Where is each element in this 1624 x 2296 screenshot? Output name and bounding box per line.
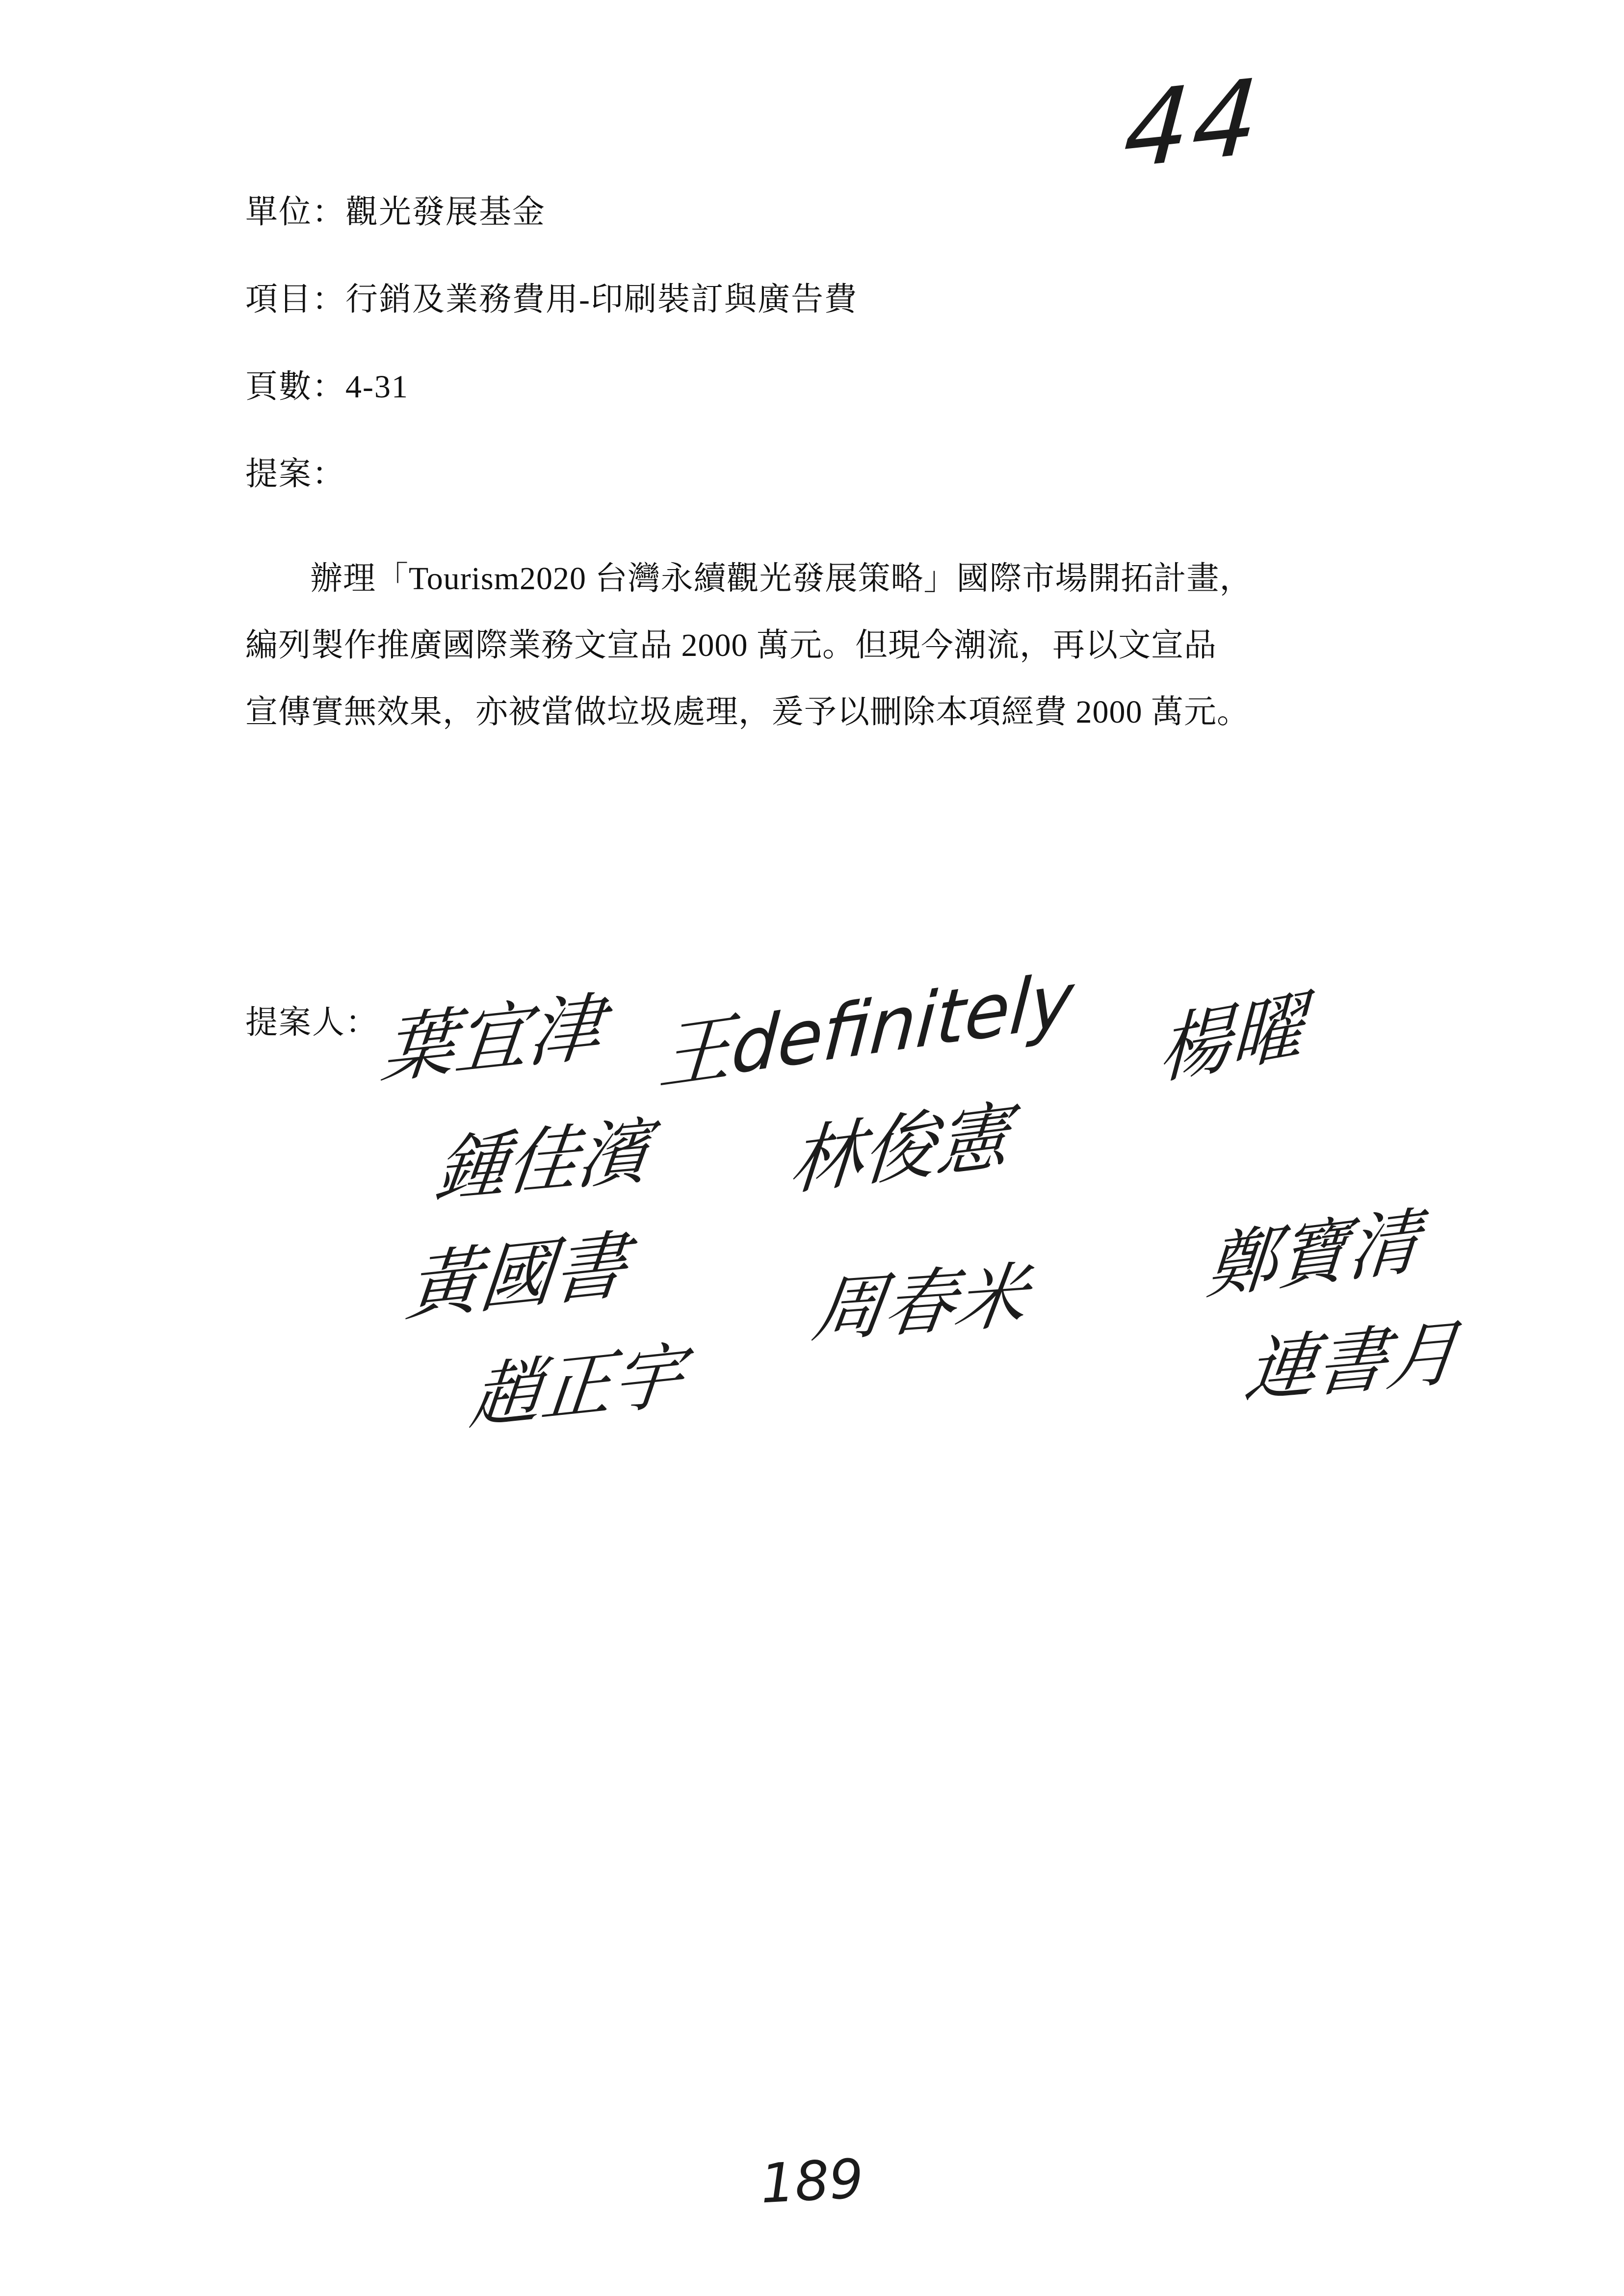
- proposal-line-2: 編列製作推廣國際業務文宣品 2000 萬元。但現今潮流，再以文宣品: [245, 627, 1217, 663]
- proposal-line-3: 宣傳實無效果，亦被當做垃圾處理，爰予以刪除本項經費 2000 萬元。: [245, 694, 1250, 730]
- signature: 周春米: [808, 1253, 1033, 1353]
- handwritten-page-mark: 44: [1120, 55, 1265, 192]
- proposal-line-1: 辦理「Tourism2020 台灣永續觀光發展策略」國際市場開拓計畫，: [310, 561, 1253, 597]
- footer-page-number: 189: [759, 2147, 865, 2216]
- signature-area: [378, 922, 1521, 1756]
- signature: 楊曜: [1157, 982, 1306, 1096]
- signature: 王definitely: [655, 956, 1076, 1102]
- proposal-paragraph: [245, 546, 1423, 746]
- signature: 鍾佳濱: [431, 1109, 655, 1213]
- signature: 連書月: [1240, 1310, 1464, 1414]
- field-proposal-label: 提案：: [245, 456, 345, 492]
- field-item: 項目：行銷及業務費用-印刷裝訂與廣告費: [245, 282, 858, 317]
- field-page-count: 頁數：4-31: [245, 369, 409, 405]
- document-body: [245, 196, 1423, 746]
- signature: 鄭寶清: [1203, 1199, 1423, 1310]
- field-unit: 單位：觀光發展基金: [245, 194, 546, 230]
- signature: 林俊憲: [786, 1092, 1013, 1206]
- signature: 趙正宇: [466, 1333, 688, 1440]
- signature: 葉宜津: [378, 984, 607, 1094]
- proposers-label: 提案人：: [245, 1005, 379, 1041]
- signature: 黃國書: [402, 1222, 631, 1332]
